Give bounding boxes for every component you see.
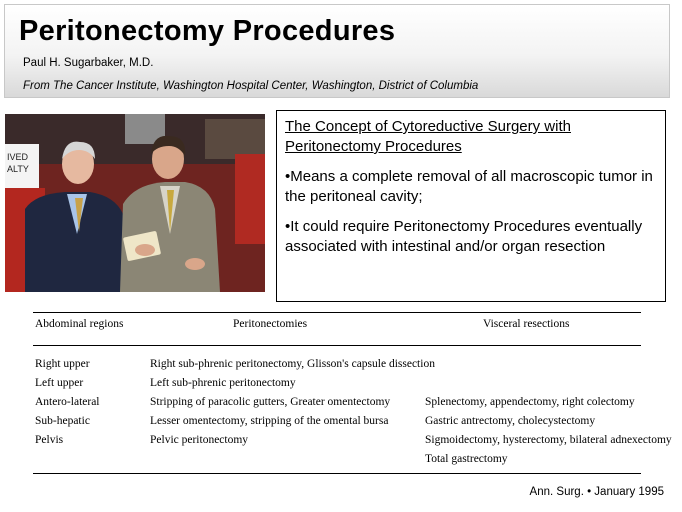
table-cell: Left sub-phrenic peritonectomy	[150, 377, 296, 389]
column-header-peritonectomies: Peritonectomies	[233, 318, 308, 330]
table-cell: Total gastrectomy	[425, 453, 508, 465]
author-affiliation: From The Cancer Institute, Washington Hospital Center, Washington, District of Columbia	[23, 80, 479, 92]
table-cell: Lesser omentectomy, stripping of the omental bursa	[150, 415, 389, 427]
table-cell: Antero-lateral	[35, 396, 100, 408]
table-cell: Pelvis	[35, 434, 64, 446]
citation: Ann. Surg. • January 1995	[529, 486, 664, 498]
procedures-table	[33, 312, 672, 474]
table-header-rule	[33, 345, 641, 346]
table-cell: Sigmoidectomy, hysterectomy, bilateral adnexectomy	[425, 434, 672, 446]
table-cell: Left upper	[35, 377, 84, 389]
table-cell: Stripping of paracolic gutters, Greater omentectomy	[150, 396, 391, 408]
photo-illustration	[5, 114, 265, 292]
concept-bullet-2: •It could require Peritonectomy Procedures eventually associated with intestinal and/or organ resection	[285, 218, 643, 255]
table-cell: Pelvic peritonectomy	[150, 434, 249, 446]
column-header-visceral-resections: Visceral resections	[483, 318, 570, 330]
table-cell: Right upper	[35, 358, 90, 370]
header-banner	[4, 4, 670, 98]
svg-text:ALTY: ALTY	[7, 164, 29, 174]
table-cell: Right sub-phrenic peritonectomy, Glisson's capsule dissection	[150, 358, 435, 370]
conference-photo	[5, 114, 265, 292]
concept-text-box	[276, 110, 666, 302]
concept-title: The Concept of Cytoreductive Surgery with Peritonectomy Procedures	[285, 118, 571, 155]
page-title: Peritonectomy Procedures	[19, 15, 396, 47]
column-header-regions: Abdominal regions	[35, 318, 124, 330]
author-name: Paul H. Sugarbaker, M.D.	[23, 57, 154, 69]
table-cell: Splenectomy, appendectomy, right colectomy	[425, 396, 635, 408]
table-top-rule	[33, 312, 641, 313]
table-cell: Gastric antrectomy, cholecystectomy	[425, 415, 596, 427]
table-cell: Sub-hepatic	[35, 415, 90, 427]
table-bottom-rule	[33, 473, 641, 474]
concept-bullet-1: •Means a complete removal of all macroscopic tumor in the peritoneal cavity;	[285, 168, 653, 205]
svg-text:IVED: IVED	[7, 152, 29, 162]
